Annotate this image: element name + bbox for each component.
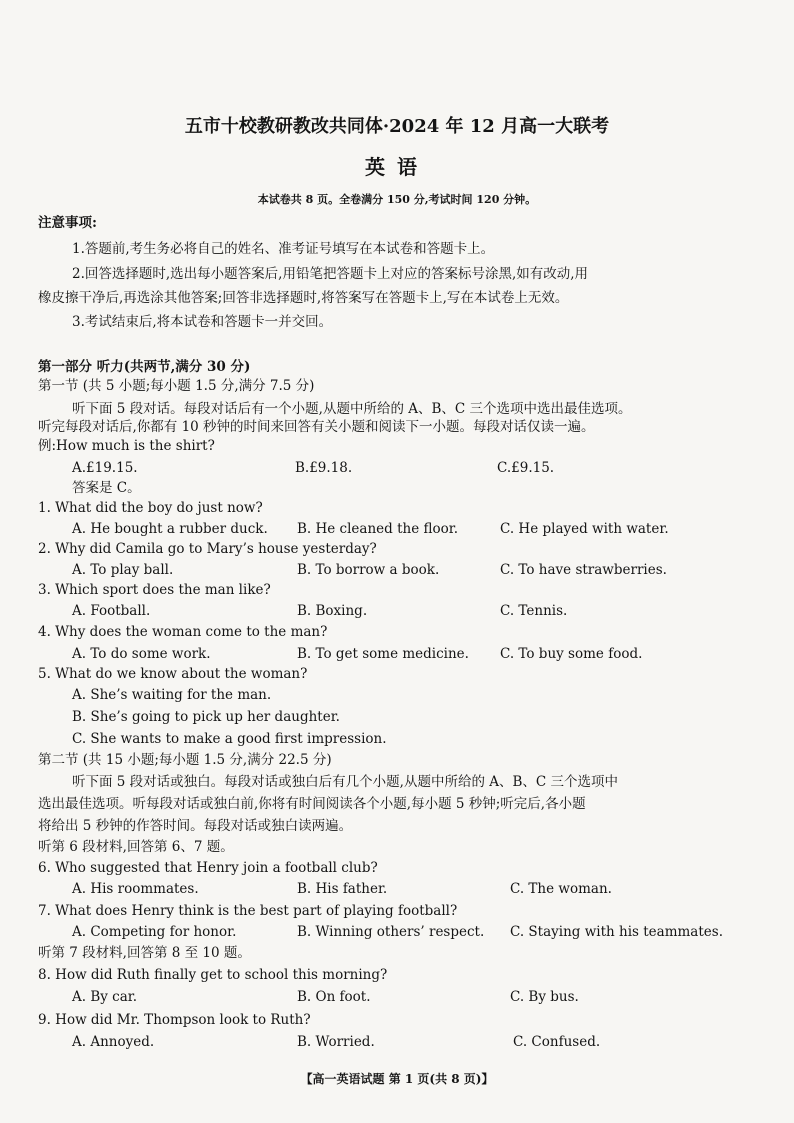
question-9-option-c: C. Confused. bbox=[513, 1034, 601, 1050]
material-6-instruction: 听第 6 段材料,回答第 6、7 题。 bbox=[38, 839, 234, 855]
subject-title: 英语 bbox=[365, 155, 429, 179]
question-1-option-b: B. He cleaned the floor. bbox=[297, 521, 459, 537]
section2-instruction-1: 听下面 5 段对话或独白。每段对话或独白后有几个小题,从题中所给的 A、B、C 三个选项中 bbox=[72, 774, 619, 790]
question-9-option-b: B. Worried. bbox=[297, 1034, 375, 1050]
question-3: 3. Which sport does the man like? bbox=[38, 582, 271, 598]
question-2-option-a: A. To play ball. bbox=[72, 562, 174, 578]
question-7-option-b: B. Winning others’ respect. bbox=[297, 924, 485, 940]
question-1-option-a: A. He bought a rubber duck. bbox=[72, 521, 268, 537]
question-6-option-b: B. His father. bbox=[297, 881, 388, 897]
example-answer: 答案是 C。 bbox=[72, 480, 141, 496]
notice-item-2a: 2.回答选择题时,选出每小题答案后,用铅笔把答题卡上对应的答案标号涂黑,如有改动,用 bbox=[72, 266, 589, 282]
question-3-option-a: A. Football. bbox=[72, 603, 151, 619]
question-5: 5. What do we know about the woman? bbox=[38, 666, 308, 682]
question-8: 8. How did Ruth finally get to school this morning? bbox=[38, 967, 388, 983]
question-7-option-c: C. Staying with his teammates. bbox=[510, 924, 723, 940]
question-2-option-b: B. To borrow a book. bbox=[297, 562, 440, 578]
example-question: 例:How much is the shirt? bbox=[38, 438, 215, 454]
question-8-option-c: C. By bus. bbox=[510, 989, 579, 1005]
question-4: 4. Why does the woman come to the man? bbox=[38, 624, 328, 640]
exam-title: 五市十校教研教改共同体·2024 年 12 月高一大联考 bbox=[184, 116, 610, 137]
notice-item-2b: 橡皮擦干净后,再选涂其他答案;回答非选择题时,将答案写在答题卡上,写在本试卷上无效。 bbox=[38, 290, 569, 306]
question-4-option-a: A. To do some work. bbox=[72, 646, 211, 662]
question-3-option-b: B. Boxing. bbox=[297, 603, 368, 619]
page-footer: 【高一英语试题 第 1 页(共 8 页)】 bbox=[300, 1072, 494, 1086]
question-5-option-c: C. She wants to make a good first impression. bbox=[72, 731, 387, 747]
question-7-option-a: A. Competing for honor. bbox=[72, 924, 237, 940]
example-option-a: A.£19.15. bbox=[72, 460, 138, 476]
question-6-option-c: C. The woman. bbox=[510, 881, 612, 897]
notice-heading: 注意事项: bbox=[38, 215, 97, 231]
question-6: 6. Who suggested that Henry join a football club? bbox=[38, 860, 378, 876]
example-option-c: C.£9.15. bbox=[497, 460, 555, 476]
section2-instruction-2: 选出最佳选项。听每段对话或独白前,你将有时间阅读各个小题,每小题 5 秒钟;听完后,各小题 bbox=[38, 796, 586, 812]
question-1: 1. What did the boy do just now? bbox=[38, 500, 263, 516]
question-8-option-b: B. On foot. bbox=[297, 989, 371, 1005]
section1-instruction-2: 听完每段对话后,你都有 10 秒钟的时间来回答有关小题和阅读下一小题。每段对话仅读一遍。 bbox=[38, 419, 595, 435]
question-2: 2. Why did Camila go to Mary’s house yesterday? bbox=[38, 541, 377, 557]
question-6-option-a: A. His roommates. bbox=[72, 881, 199, 897]
example-option-b: B.£9.18. bbox=[295, 460, 353, 476]
section1-heading: 第一节 (共 5 小题;每小题 1.5 分,满分 7.5 分) bbox=[38, 378, 315, 394]
question-7: 7. What does Henry think is the best part of playing football? bbox=[38, 903, 458, 919]
question-9: 9. How did Mr. Thompson look to Ruth? bbox=[38, 1012, 311, 1028]
question-5-option-a: A. She’s waiting for the man. bbox=[72, 687, 272, 703]
section2-instruction-3: 将给出 5 秒钟的作答时间。每段对话或独白读两遍。 bbox=[38, 818, 353, 834]
question-1-option-c: C. He played with water. bbox=[500, 521, 669, 537]
section2-heading: 第二节 (共 15 小题;每小题 1.5 分,满分 22.5 分) bbox=[38, 752, 332, 768]
exam-info: 本试卷共 8 页。全卷满分 150 分,考试时间 120 分钟。 bbox=[257, 193, 537, 206]
part1-heading: 第一部分 听力(共两节,满分 30 分) bbox=[38, 359, 251, 375]
notice-item-1: 1.答题前,考生务必将自己的姓名、准考证号填写在本试卷和答题卡上。 bbox=[72, 241, 495, 257]
question-4-option-b: B. To get some medicine. bbox=[297, 646, 469, 662]
question-8-option-a: A. By car. bbox=[72, 989, 138, 1005]
question-5-option-b: B. She’s going to pick up her daughter. bbox=[72, 709, 340, 725]
question-2-option-c: C. To have strawberries. bbox=[500, 562, 667, 578]
section1-instruction-1: 听下面 5 段对话。每段对话后有一个小题,从题中所给的 A、B、C 三个选项中选出最佳选项。 bbox=[72, 401, 632, 417]
question-9-option-a: A. Annoyed. bbox=[72, 1034, 155, 1050]
question-3-option-c: C. Tennis. bbox=[500, 603, 568, 619]
question-4-option-c: C. To buy some food. bbox=[500, 646, 643, 662]
notice-item-3: 3.考试结束后,将本试卷和答题卡一并交回。 bbox=[72, 314, 333, 330]
material-7-instruction: 听第 7 段材料,回答第 8 至 10 题。 bbox=[38, 945, 251, 961]
